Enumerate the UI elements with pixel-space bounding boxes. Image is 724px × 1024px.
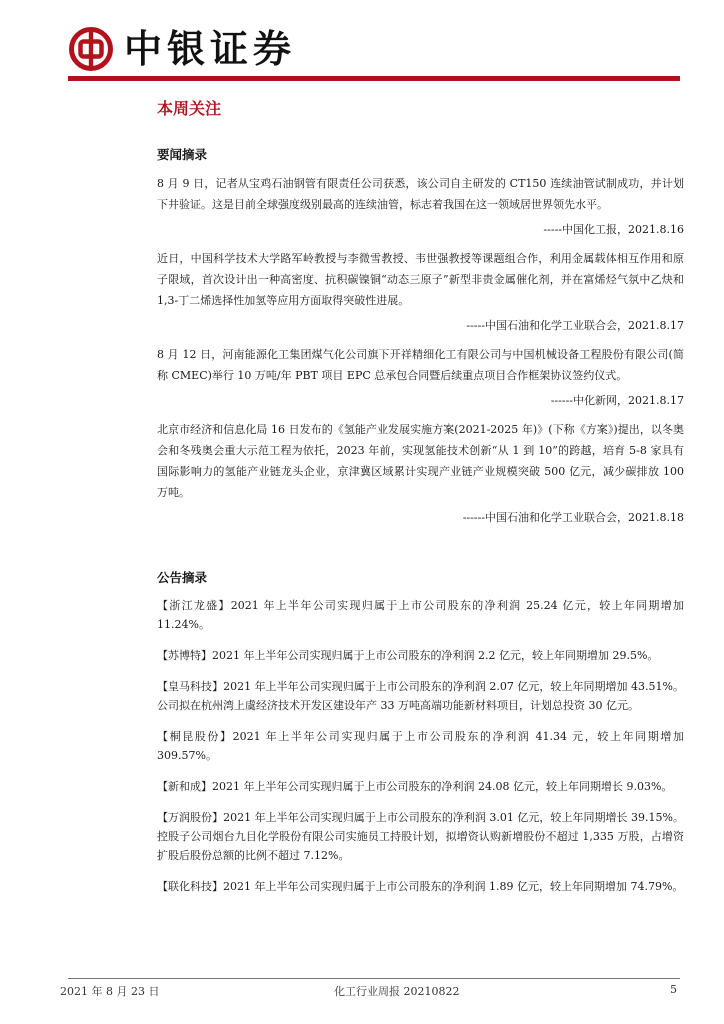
- announcements-title: 公告摘录: [157, 570, 208, 585]
- news-item-text: 8 月 12 日，河南能源化工集团煤气化公司旗下开祥精细化工有限公司与中国机械设备工程股份有限公司(简称 CMEC)举行 10 万吨/年 PBT 项目 EPC 总承包合同暨后续重点项目合作框架协议签约仪式。: [157, 348, 684, 382]
- footer-report-name: 化工行业周报 20210822: [334, 985, 460, 998]
- section-gap: [157, 536, 684, 568]
- footer-date: 2021 年 8 月 23 日: [60, 985, 160, 998]
- news-item-source: -----中国化工报，2021.8.16: [543, 223, 684, 236]
- brand-name: 中银证券: [124, 26, 297, 71]
- announcement-item: 【苏博特】2021 年上半年公司实现归属于上市公司股东的净利润 2.2 亿元，较上年同期增加 29.5%。: [157, 649, 659, 662]
- news-item-source: -----中国石油和化学工业联合会，2021.8.17: [466, 319, 684, 332]
- bank-of-china-logo-icon: [68, 26, 114, 72]
- news-item-text: 近日，中国科学技术大学路军岭教授与李微雪教授、韦世强教授等课题组合作，利用金属载体相互作用和原子限域，首次设计出一种高密度、抗积碳镍铜“动态三原子”新型非贵金属催化剂，并在富烯烃气氛中乙炔和1,3-丁二烯选择性加氢等应用方面取得突破性进展。: [157, 252, 684, 307]
- announcement-item: 【浙江龙盛】2021 年上半年公司实现归属于上市公司股东的净利润 25.24 亿元，较上年同期增加 11.24%。: [157, 599, 684, 631]
- page-number: 5: [670, 983, 677, 996]
- announcement-item: 【联化科技】2021 年上半年公司实现归属于上市公司股东的净利润 1.89 亿元，较上年同期增加 74.79%。: [157, 880, 684, 893]
- announcement-item: 【万润股份】2021 年上半年公司实现归属于上市公司股东的净利润 3.01 亿元，较上年同期增长 39.15%。控股子公司烟台九目化学股份有限公司实施员工持股计划，拟增资认购新增股份不超过 1,335 万股，占增资扩股后股份总额的比例不超过 7.12%。: [157, 811, 684, 862]
- announcement-item: 【新和成】2021 年上半年公司实现归属于上市公司股东的净利润 24.08 亿元，较上年同期增长 9.03%。: [157, 780, 673, 793]
- announcement-item: 【皇马科技】2021 年上半年公司实现归属于上市公司股东的净利润 2.07 亿元，较上年同期增加 43.51%。公司拟在杭州湾上虞经济技术开发区建设年产 33 万吨高端功能新材料项目，计划总投资 30 亿元。: [157, 680, 684, 712]
- main-content: [157, 145, 684, 908]
- announcement-item: 【桐昆股份】2021 年上半年公司实现归属于上市公司股东的净利润 41.34 元，较上年同期增加 309.57%。: [157, 730, 684, 762]
- section-title: 本周关注: [157, 99, 222, 118]
- news-item-source: ------中化新网，2021.8.17: [550, 394, 684, 407]
- footer-rule: [68, 978, 680, 979]
- news-item-text: 8 月 9 日，记者从宝鸡石油钢管有限责任公司获悉，该公司自主研发的 CT150 连续油管试制成功，并计划下井验证。这是目前全球强度级别最高的连续油管，标志着我国在这一领域居世界领先水平。: [157, 177, 684, 211]
- news-item-text: 北京市经济和信息化局 16 日发布的《氢能产业发展实施方案(2021-2025 年)》(下称《方案》)提出，以冬奥会和冬残奥会重大示范工程为依托，2023 年前，实现氢能技术创新“从 1 到 10”的跨越，培育 5-8 家具有国际影响力的氢能产业链龙头企业，京津冀区域累计实现产业链产业规模突破 500 亿元，减少碳排放 100 万吨。: [157, 423, 684, 499]
- news-title: 要闻摘录: [157, 147, 208, 162]
- header-rule: [68, 76, 680, 81]
- header: [68, 24, 296, 74]
- news-item-source: ------中国石油和化学工业联合会，2021.8.18: [462, 511, 684, 524]
